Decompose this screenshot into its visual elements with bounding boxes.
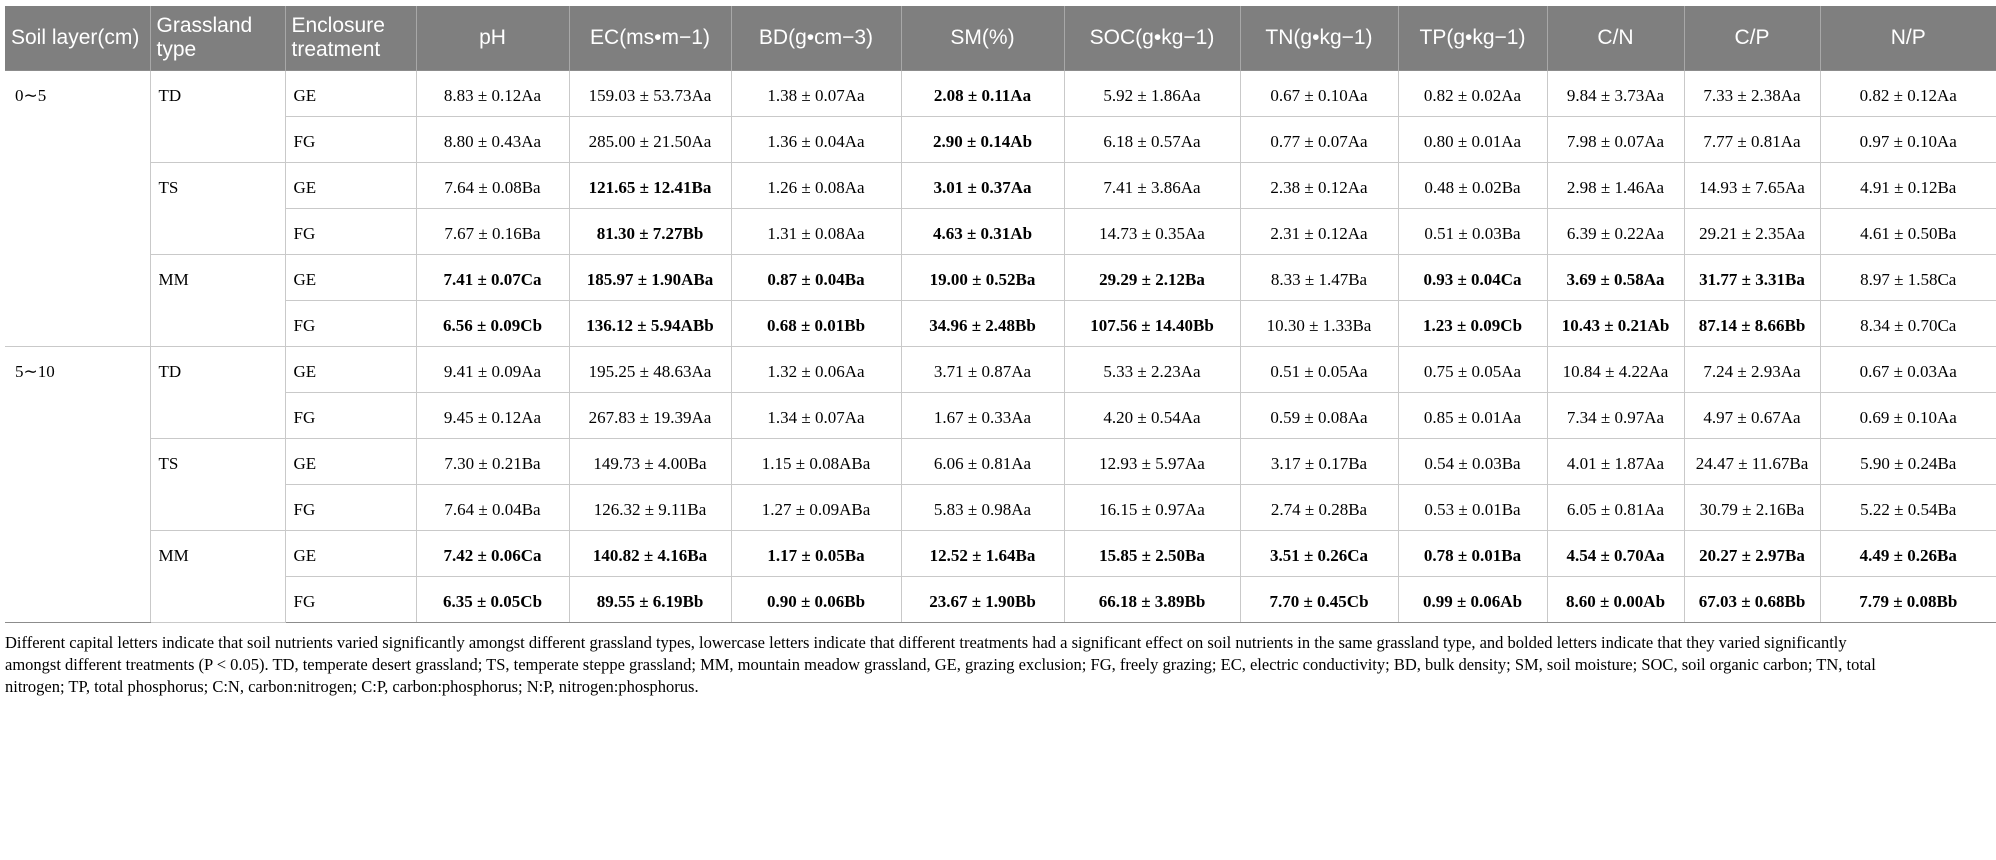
value-cell: 1.26 ± 0.08Aa [731, 163, 901, 209]
value-cell: 7.34 ± 0.97Aa [1547, 393, 1684, 439]
value-cell: 0.59 ± 0.08Aa [1240, 393, 1398, 439]
column-header: Soil layer(cm) [5, 6, 150, 71]
value-cell: 0.77 ± 0.07Aa [1240, 117, 1398, 163]
value-cell: 7.30 ± 0.21Ba [416, 439, 569, 485]
value-cell: 4.61 ± 0.50Ba [1820, 209, 1996, 255]
value-cell: 1.38 ± 0.07Aa [731, 71, 901, 117]
value-cell: 81.30 ± 7.27Bb [569, 209, 731, 255]
value-cell: 5.33 ± 2.23Aa [1064, 347, 1240, 393]
value-cell: 1.36 ± 0.04Aa [731, 117, 901, 163]
value-cell: 12.93 ± 5.97Aa [1064, 439, 1240, 485]
table-footnote: Different capital letters indicate that soil nutrients varied significantly amongst different grassland types, lowercase letters indicate that different treatments had a significant effect on soil nutrients in the same grassland type, and bolded letters indicate that they varied significantly amongst different treatments (P < 0.05). TD, temperate desert grassland; TS, temperate steppe grassland; MM, mountain meadow grassland, GE, grazing exclusion; FG, freely grazing; EC, electric conductivity; BD, bulk density; SM, soil moisture; SOC, soil organic carbon; TN, total nitrogen; TP, total phosphorus; C:N, carbon:nitrogen; C:P, carbon:phosphorus; N:P, nitrogen:phosphorus. [5, 633, 1876, 696]
value-cell: 4.01 ± 1.87Aa [1547, 439, 1684, 485]
value-cell: 6.06 ± 0.81Aa [901, 439, 1064, 485]
treatment-cell: FG [285, 485, 416, 531]
value-cell: 0.85 ± 0.01Aa [1398, 393, 1547, 439]
value-cell: 1.67 ± 0.33Aa [901, 393, 1064, 439]
grassland-type-cell: MM [150, 531, 285, 623]
value-cell: 0.68 ± 0.01Bb [731, 301, 901, 347]
column-header: Enclosure treatment [285, 6, 416, 71]
value-cell: 7.77 ± 0.81Aa [1684, 117, 1820, 163]
value-cell: 5.92 ± 1.86Aa [1064, 71, 1240, 117]
value-cell: 0.75 ± 0.05Aa [1398, 347, 1547, 393]
table-row [5, 71, 1996, 117]
value-cell: 0.78 ± 0.01Ba [1398, 531, 1547, 577]
value-cell: 2.98 ± 1.46Aa [1547, 163, 1684, 209]
grassland-type-cell: MM [150, 255, 285, 347]
value-cell: 2.74 ± 0.28Ba [1240, 485, 1398, 531]
value-cell: 6.18 ± 0.57Aa [1064, 117, 1240, 163]
value-cell: 8.33 ± 1.47Ba [1240, 255, 1398, 301]
treatment-cell: GE [285, 163, 416, 209]
value-cell: 195.25 ± 48.63Aa [569, 347, 731, 393]
value-cell: 149.73 ± 4.00Ba [569, 439, 731, 485]
column-header: EC(ms•m−1) [569, 6, 731, 71]
value-cell: 89.55 ± 6.19Bb [569, 577, 731, 623]
value-cell: 7.24 ± 2.93Aa [1684, 347, 1820, 393]
treatment-cell: GE [285, 439, 416, 485]
value-cell: 4.54 ± 0.70Aa [1547, 531, 1684, 577]
value-cell: 19.00 ± 0.52Ba [901, 255, 1064, 301]
table-row [5, 439, 1996, 485]
soil-layer-cell: 5∼10 [5, 347, 150, 623]
value-cell: 8.97 ± 1.58Ca [1820, 255, 1996, 301]
value-cell: 159.03 ± 53.73Aa [569, 71, 731, 117]
value-cell: 10.30 ± 1.33Ba [1240, 301, 1398, 347]
value-cell: 7.41 ± 3.86Aa [1064, 163, 1240, 209]
value-cell: 7.64 ± 0.08Ba [416, 163, 569, 209]
table-row [5, 255, 1996, 301]
grassland-type-cell: TD [150, 347, 285, 439]
value-cell: 66.18 ± 3.89Bb [1064, 577, 1240, 623]
value-cell: 1.17 ± 0.05Ba [731, 531, 901, 577]
value-cell: 3.17 ± 0.17Ba [1240, 439, 1398, 485]
value-cell: 6.39 ± 0.22Aa [1547, 209, 1684, 255]
value-cell: 10.43 ± 0.21Ab [1547, 301, 1684, 347]
value-cell: 9.84 ± 3.73Aa [1547, 71, 1684, 117]
soil-layer-cell: 0∼5 [5, 71, 150, 347]
value-cell: 20.27 ± 2.97Ba [1684, 531, 1820, 577]
value-cell: 10.84 ± 4.22Aa [1547, 347, 1684, 393]
column-header: BD(g•cm−3) [731, 6, 901, 71]
value-cell: 16.15 ± 0.97Aa [1064, 485, 1240, 531]
value-cell: 2.38 ± 0.12Aa [1240, 163, 1398, 209]
soil-properties-table [5, 6, 1996, 623]
value-cell: 29.21 ± 2.35Aa [1684, 209, 1820, 255]
table-container [5, 6, 1958, 698]
value-cell: 1.15 ± 0.08ABa [731, 439, 901, 485]
value-cell: 3.69 ± 0.58Aa [1547, 255, 1684, 301]
value-cell: 6.05 ± 0.81Aa [1547, 485, 1684, 531]
value-cell: 267.83 ± 19.39Aa [569, 393, 731, 439]
value-cell: 2.90 ± 0.14Ab [901, 117, 1064, 163]
value-cell: 12.52 ± 1.64Ba [901, 531, 1064, 577]
value-cell: 7.67 ± 0.16Ba [416, 209, 569, 255]
value-cell: 7.42 ± 0.06Ca [416, 531, 569, 577]
value-cell: 0.97 ± 0.10Aa [1820, 117, 1996, 163]
value-cell: 8.34 ± 0.70Ca [1820, 301, 1996, 347]
value-cell: 0.80 ± 0.01Aa [1398, 117, 1547, 163]
value-cell: 4.63 ± 0.31Ab [901, 209, 1064, 255]
value-cell: 7.70 ± 0.45Cb [1240, 577, 1398, 623]
value-cell: 8.60 ± 0.00Ab [1547, 577, 1684, 623]
value-cell: 1.27 ± 0.09ABa [731, 485, 901, 531]
treatment-cell: GE [285, 71, 416, 117]
value-cell: 126.32 ± 9.11Ba [569, 485, 731, 531]
value-cell: 136.12 ± 5.94ABb [569, 301, 731, 347]
value-cell: 15.85 ± 2.50Ba [1064, 531, 1240, 577]
value-cell: 285.00 ± 21.50Aa [569, 117, 731, 163]
value-cell: 24.47 ± 11.67Ba [1684, 439, 1820, 485]
value-cell: 2.08 ± 0.11Aa [901, 71, 1064, 117]
value-cell: 0.69 ± 0.10Aa [1820, 393, 1996, 439]
value-cell: 2.31 ± 0.12Aa [1240, 209, 1398, 255]
value-cell: 1.34 ± 0.07Aa [731, 393, 901, 439]
value-cell: 4.91 ± 0.12Ba [1820, 163, 1996, 209]
value-cell: 23.67 ± 1.90Bb [901, 577, 1064, 623]
column-header: SOC(g•kg−1) [1064, 6, 1240, 71]
value-cell: 0.82 ± 0.12Aa [1820, 71, 1996, 117]
grassland-type-cell: TS [150, 163, 285, 255]
value-cell: 0.87 ± 0.04Ba [731, 255, 901, 301]
grassland-type-cell: TS [150, 439, 285, 531]
value-cell: 5.83 ± 0.98Aa [901, 485, 1064, 531]
table-row [5, 117, 1996, 163]
value-cell: 0.90 ± 0.06Bb [731, 577, 901, 623]
value-cell: 0.67 ± 0.10Aa [1240, 71, 1398, 117]
value-cell: 14.93 ± 7.65Aa [1684, 163, 1820, 209]
column-header: SM(%) [901, 6, 1064, 71]
value-cell: 185.97 ± 1.90ABa [569, 255, 731, 301]
value-cell: 31.77 ± 3.31Ba [1684, 255, 1820, 301]
value-cell: 3.71 ± 0.87Aa [901, 347, 1064, 393]
value-cell: 4.20 ± 0.54Aa [1064, 393, 1240, 439]
table-row [5, 209, 1996, 255]
value-cell: 34.96 ± 2.48Bb [901, 301, 1064, 347]
value-cell: 0.93 ± 0.04Ca [1398, 255, 1547, 301]
value-cell: 1.23 ± 0.09Cb [1398, 301, 1547, 347]
column-header: C/N [1547, 6, 1684, 71]
value-cell: 121.65 ± 12.41Ba [569, 163, 731, 209]
value-cell: 29.29 ± 2.12Ba [1064, 255, 1240, 301]
value-cell: 3.01 ± 0.37Aa [901, 163, 1064, 209]
value-cell: 7.79 ± 0.08Bb [1820, 577, 1996, 623]
table-row [5, 577, 1996, 623]
value-cell: 30.79 ± 2.16Ba [1684, 485, 1820, 531]
value-cell: 0.51 ± 0.03Ba [1398, 209, 1547, 255]
column-header: C/P [1684, 6, 1820, 71]
grassland-type-cell: TD [150, 71, 285, 163]
treatment-cell: GE [285, 255, 416, 301]
table-row [5, 163, 1996, 209]
value-cell: 0.51 ± 0.05Aa [1240, 347, 1398, 393]
column-header: pH [416, 6, 569, 71]
value-cell: 1.31 ± 0.08Aa [731, 209, 901, 255]
table-row [5, 347, 1996, 393]
treatment-cell: GE [285, 347, 416, 393]
value-cell: 1.32 ± 0.06Aa [731, 347, 901, 393]
treatment-cell: GE [285, 531, 416, 577]
value-cell: 14.73 ± 0.35Aa [1064, 209, 1240, 255]
value-cell: 8.80 ± 0.43Aa [416, 117, 569, 163]
value-cell: 8.83 ± 0.12Aa [416, 71, 569, 117]
value-cell: 87.14 ± 8.66Bb [1684, 301, 1820, 347]
table-row [5, 301, 1996, 347]
value-cell: 107.56 ± 14.40Bb [1064, 301, 1240, 347]
table-body [5, 71, 1996, 623]
table-row [5, 531, 1996, 577]
value-cell: 0.48 ± 0.02Ba [1398, 163, 1547, 209]
value-cell: 3.51 ± 0.26Ca [1240, 531, 1398, 577]
value-cell: 7.98 ± 0.07Aa [1547, 117, 1684, 163]
treatment-cell: FG [285, 117, 416, 163]
value-cell: 9.41 ± 0.09Aa [416, 347, 569, 393]
table-row [5, 393, 1996, 439]
table-row [5, 485, 1996, 531]
treatment-cell: FG [285, 301, 416, 347]
value-cell: 0.53 ± 0.01Ba [1398, 485, 1547, 531]
value-cell: 0.99 ± 0.06Ab [1398, 577, 1547, 623]
treatment-cell: FG [285, 209, 416, 255]
value-cell: 4.97 ± 0.67Aa [1684, 393, 1820, 439]
value-cell: 6.56 ± 0.09Cb [416, 301, 569, 347]
header-row [5, 6, 1996, 71]
value-cell: 0.67 ± 0.03Aa [1820, 347, 1996, 393]
value-cell: 7.33 ± 2.38Aa [1684, 71, 1820, 117]
value-cell: 140.82 ± 4.16Ba [569, 531, 731, 577]
column-header: TP(g•kg−1) [1398, 6, 1547, 71]
value-cell: 7.64 ± 0.04Ba [416, 485, 569, 531]
value-cell: 6.35 ± 0.05Cb [416, 577, 569, 623]
value-cell: 4.49 ± 0.26Ba [1820, 531, 1996, 577]
value-cell: 5.22 ± 0.54Ba [1820, 485, 1996, 531]
column-header: Grassland type [150, 6, 285, 71]
value-cell: 0.54 ± 0.03Ba [1398, 439, 1547, 485]
value-cell: 9.45 ± 0.12Aa [416, 393, 569, 439]
value-cell: 67.03 ± 0.68Bb [1684, 577, 1820, 623]
value-cell: 0.82 ± 0.02Aa [1398, 71, 1547, 117]
treatment-cell: FG [285, 393, 416, 439]
value-cell: 5.90 ± 0.24Ba [1820, 439, 1996, 485]
column-header: N/P [1820, 6, 1996, 71]
column-header: TN(g•kg−1) [1240, 6, 1398, 71]
treatment-cell: FG [285, 577, 416, 623]
value-cell: 7.41 ± 0.07Ca [416, 255, 569, 301]
